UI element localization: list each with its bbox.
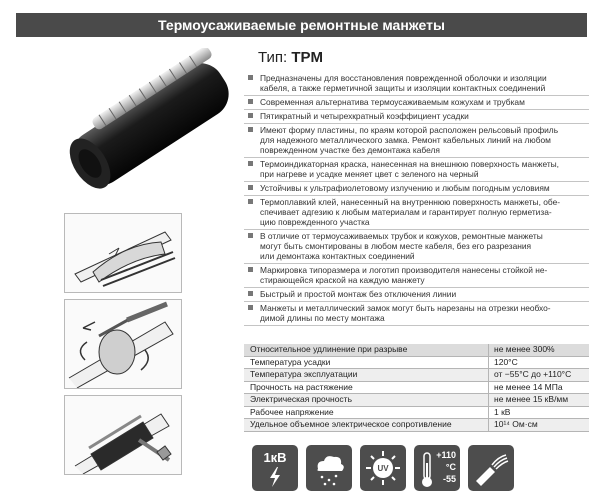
bullet-icon bbox=[248, 113, 253, 118]
table-row: Относительное удлинение при разрыве не менее 300% bbox=[244, 344, 589, 357]
feature-list bbox=[244, 72, 589, 326]
bullet-icon bbox=[248, 267, 253, 272]
feature-item: Манжеты и металлический замок могут быть нарезаны на отрезки необхо- димой длины по месту монтажа bbox=[244, 302, 589, 326]
temperature-icon bbox=[414, 445, 460, 491]
bullet-icon bbox=[248, 305, 253, 310]
product-image bbox=[48, 48, 238, 196]
voltage-1kv-icon: 1кВ bbox=[252, 445, 298, 491]
weather-icon bbox=[306, 445, 352, 491]
feature-item: Имеют форму пластины, по краям которой расположен рельсовый профиль для надежного металлического замка. Ремонт кабельных линий на любом поврежденном участке без демонтажа кабеля bbox=[244, 124, 589, 158]
feature-item: Быстрый и простой монтаж без отключения линии bbox=[244, 288, 589, 302]
table-row: Температура усадки 120°С bbox=[244, 357, 589, 370]
bullet-icon bbox=[248, 185, 253, 190]
heat-gun-icon bbox=[468, 445, 514, 491]
table-row: Электрическая прочность не менее 15 кВ/мм bbox=[244, 394, 589, 407]
table-row: Температура эксплуатации от −55°С до +110°С bbox=[244, 369, 589, 382]
feature-item: Маркировка типоразмера и логотип производителя нанесены стойкой не- стирающейся краской на каждую манжету bbox=[244, 264, 589, 288]
feature-item: Термоплавкий клей, нанесенный на внутреннюю поверхность манжеты, обе- спечивает адгезию к любым материалам и гарантирует полную герметиза- цию поврежденного участка bbox=[244, 196, 589, 230]
type-code: TPM bbox=[291, 49, 324, 66]
feature-item: Современная альтернатива термоусаживаемым кожухам и трубкам bbox=[244, 96, 589, 110]
bullet-icon bbox=[248, 161, 253, 166]
table-row: Удельное объемное электрическое сопротивление 10¹⁴ Ом·см bbox=[244, 419, 589, 432]
specs-table bbox=[244, 344, 589, 432]
table-row: Прочность на растяжение не менее 14 МПа bbox=[244, 382, 589, 395]
step-1-illustration bbox=[64, 213, 182, 293]
installation-steps bbox=[64, 213, 182, 481]
feature-icons bbox=[252, 445, 514, 491]
bullet-icon bbox=[248, 233, 253, 238]
bullet-icon bbox=[248, 99, 253, 104]
feature-item: Предназначены для восстановления поврежденной оболочки и изоляции кабеля, а также герметичной защиты и изоляции контактных соединений bbox=[244, 72, 589, 96]
temp-low: -55 bbox=[442, 474, 456, 484]
step-2-illustration bbox=[64, 299, 182, 389]
type-label: Тип: bbox=[258, 49, 288, 66]
product-type bbox=[258, 49, 323, 66]
bullet-icon bbox=[248, 291, 253, 296]
uv-label: UV bbox=[377, 463, 389, 473]
temp-unit: °C bbox=[445, 462, 456, 472]
feature-item: Термоиндикаторная краска, нанесенная на внешнюю поверхность манжеты, при нагреве и усадке меняет цвет с зеленого на черный bbox=[244, 158, 589, 182]
page-title: Термоусаживаемые ремонтные манжеты bbox=[158, 17, 445, 33]
uv-icon bbox=[360, 445, 406, 491]
bullet-icon bbox=[248, 127, 253, 132]
header-banner bbox=[16, 13, 587, 37]
bullet-icon bbox=[248, 75, 253, 80]
feature-item: В отличие от термоусаживаемых трубок и кожухов, ремонтные манжеты могут быть смонтированы в любом месте кабеля, без его разрезания или демонтажа контактных соединений bbox=[244, 230, 589, 264]
bullet-icon bbox=[248, 199, 253, 204]
feature-item: Устойчивы к ультрафиолетовому излучению и любым погодным условиям bbox=[244, 182, 589, 196]
step-3-illustration bbox=[64, 395, 182, 475]
table-row: Рабочее напряжение 1 кВ bbox=[244, 407, 589, 420]
temp-high: +110 bbox=[436, 450, 456, 460]
feature-item: Пятикратный и четырехкратный коэффициент усадки bbox=[244, 110, 589, 124]
